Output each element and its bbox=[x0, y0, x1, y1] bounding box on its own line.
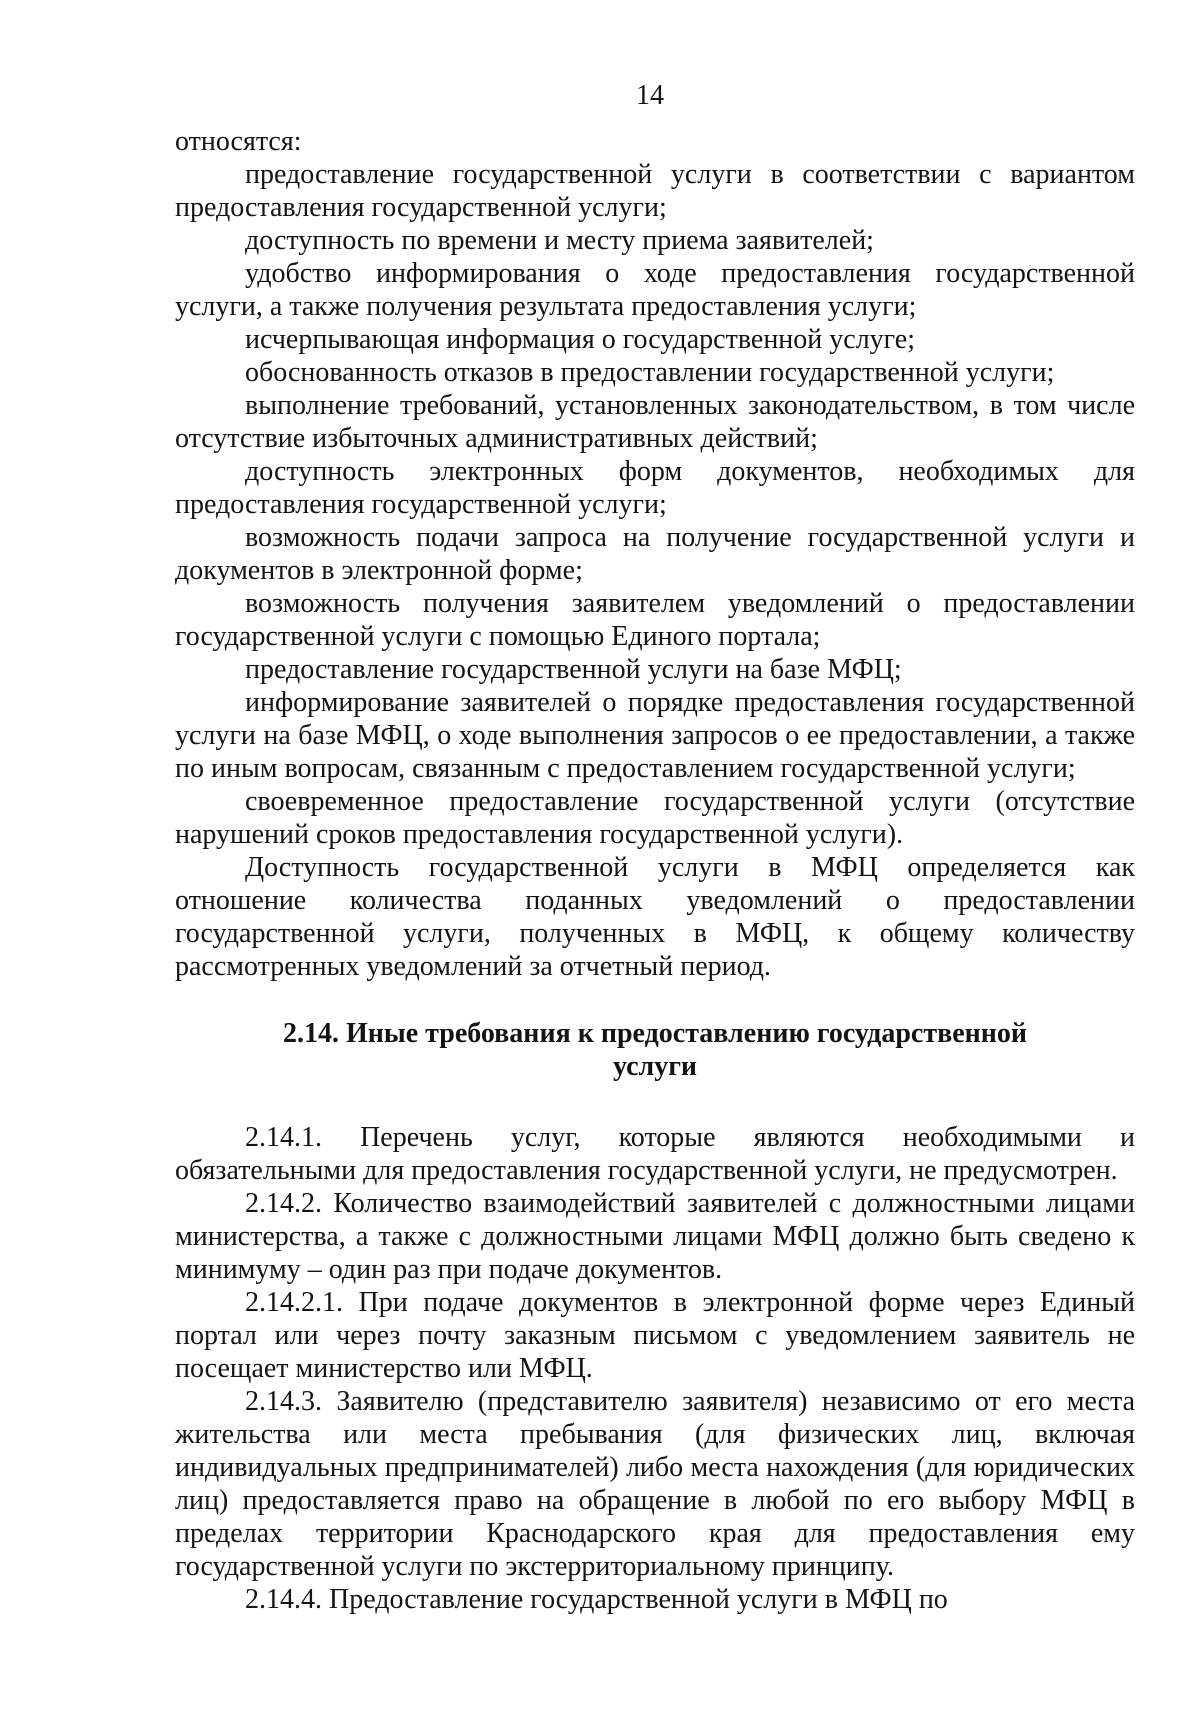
paragraph: Доступность государственной услуги в МФЦ определяется как отношение количества поданных уведомлений о предоставлении государственной услуги, полученных в МФЦ, к общему количеству рассмотренных уведомлений за отчетный период. bbox=[175, 852, 1135, 982]
paragraph: возможность подачи запроса на получение государственной услуги и документов в электронной форме; bbox=[175, 522, 1135, 586]
paragraph: доступность по времени и месту приема заявителей; bbox=[245, 225, 874, 256]
paragraph: своевременное предоставление государственной услуги (отсутствие нарушений сроков предоставления государственной услуги). bbox=[175, 786, 1135, 850]
paragraph: 2.14.3. Заявителю (представителю заявителя) независимо от его места жительства или места пребывания (для физических лиц, включая индивидуальных предпринимателей) либо места нахождения (для юридических лиц) предоставляется право на обращение в любой по его выбору МФЦ в пределах территории Краснодарского края для предоставления ему государственной услуги по экстерриториальному принципу. bbox=[175, 1386, 1135, 1582]
paragraph: относятся: bbox=[175, 126, 302, 157]
paragraph: 2.14.2. Количество взаимодействий заявителей с должностными лицами министерства, а также с должностными лицами МФЦ должно быть сведено к минимуму – один раз при подаче документов. bbox=[175, 1188, 1135, 1285]
paragraph: исчерпывающая информация о государственной услуге; bbox=[245, 324, 915, 355]
paragraph: 2.14.4. Предоставление государственной услуги в МФЦ по bbox=[245, 1584, 948, 1615]
paragraph: удобство информирования о ходе предоставления государственной услуги, а также получения результата предоставления услуги; bbox=[175, 258, 1135, 322]
paragraph: 2.14.2.1. При подаче документов в электронной форме через Единый портал или через почту заказным письмом с уведомлением заявитель не посещает министерство или МФЦ. bbox=[175, 1287, 1135, 1384]
section-heading-line: 2.14. Иные требования к предоставлению государственной bbox=[282, 1018, 1028, 1049]
page-number: 14 bbox=[636, 80, 664, 111]
section-heading bbox=[175, 1017, 1135, 1083]
paragraph: обоснованность отказов в предоставлении государственной услуги; bbox=[245, 357, 1055, 388]
spacer bbox=[175, 1083, 1135, 1121]
section-heading-line: услуги bbox=[612, 1051, 698, 1082]
paragraph: информирование заявителей о порядке предоставления государственной услуги на базе МФЦ, о ходе выполнения запросов о ее предоставлении, а также по иным вопросам, связанным с предоставлением государственной услуги; bbox=[175, 687, 1135, 784]
paragraph: выполнение требований, установленных законодательством, в том числе отсутствие избыточных административных действий; bbox=[175, 390, 1135, 454]
document-body bbox=[175, 125, 1135, 1616]
paragraph: возможность получения заявителем уведомлений о предоставлении государственной услуги с помощью Единого портала; bbox=[175, 588, 1135, 652]
paragraph: предоставление государственной услуги в соответствии с вариантом предоставления государственной услуги; bbox=[175, 159, 1135, 223]
paragraph: предоставление государственной услуги на базе МФЦ; bbox=[245, 654, 902, 685]
paragraph: доступность электронных форм документов, необходимых для предоставления государственной услуги; bbox=[175, 456, 1135, 520]
paragraph: 2.14.1. Перечень услуг, которые являются необходимыми и обязательными для предоставления государственной услуги, не предусмотрен. bbox=[175, 1122, 1135, 1186]
